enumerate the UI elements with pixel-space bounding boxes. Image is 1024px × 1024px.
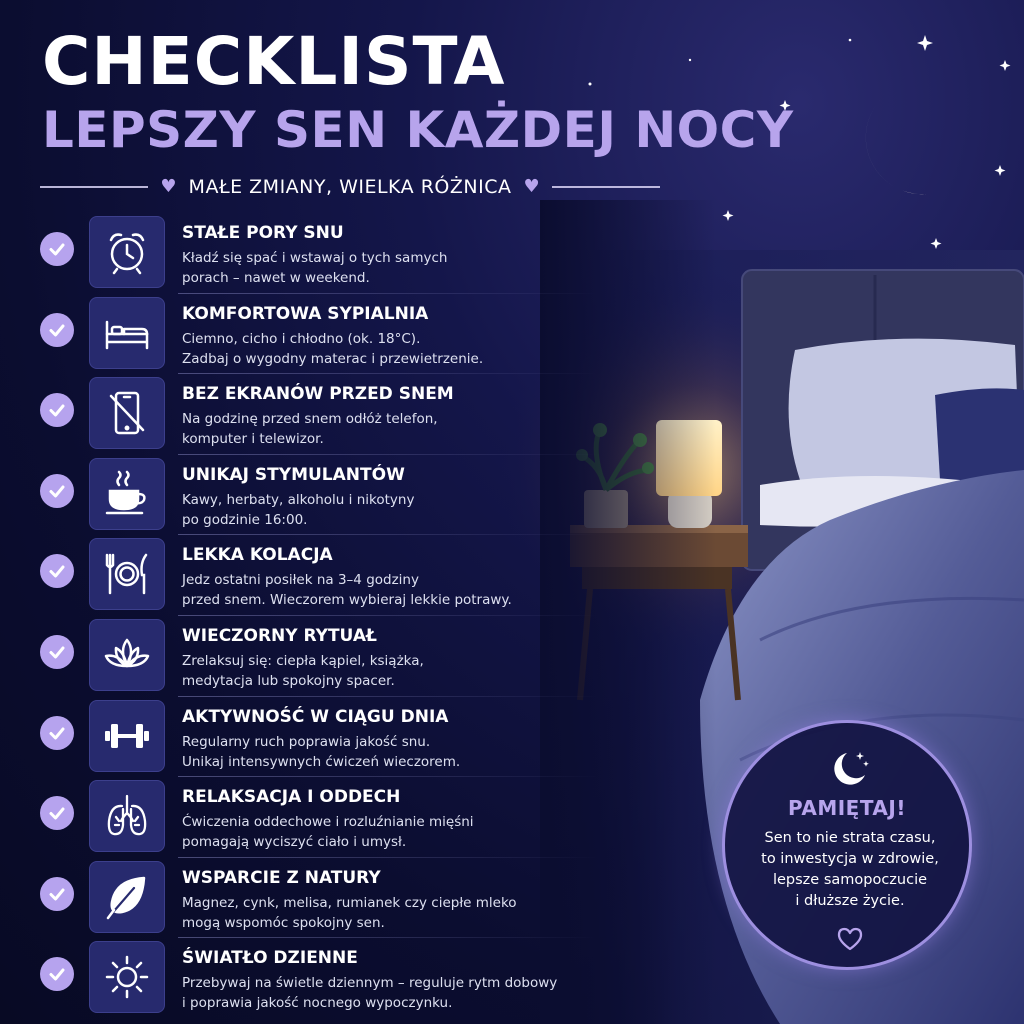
check-icon	[40, 474, 74, 508]
item-description: Na godzinę przed snem odłóż telefon, komputer i telewizor.	[182, 411, 438, 448]
item-description: Zrelaksuj się: ciepła kąpiel, książka, medytacja lub spokojny spacer.	[182, 652, 424, 689]
list-item	[38, 616, 598, 697]
item-title: WIECZORNY RYTUAŁ	[182, 625, 377, 646]
item-description: Jedz ostatni posiłek na 3–4 godziny przed snem. Wieczorem wybieraj lekkie potrawy.	[182, 572, 512, 609]
divider-left	[40, 186, 148, 188]
check-icon	[40, 957, 74, 991]
divider-right	[552, 186, 660, 188]
page-title: CHECKLISTA	[42, 23, 506, 100]
list-item	[38, 213, 598, 294]
item-title: KOMFORTOWA SYPIALNIA	[182, 303, 429, 324]
check-icon	[40, 313, 74, 347]
list-item	[38, 858, 598, 939]
check-icon	[40, 796, 74, 830]
list-item	[38, 697, 598, 778]
check-icon	[40, 393, 74, 427]
heart-outline-icon	[836, 926, 864, 952]
list-item	[38, 777, 598, 858]
item-description: Kawy, herbaty, alkoholu i nikotyny po godzinie 16:00.	[182, 491, 415, 528]
item-description: Ćwiczenia oddechowe i rozluźnianie mięśni pomagają wyciszyć ciało i umysł.	[182, 814, 474, 851]
reminder-text: Sen to nie strata czasu, to inwestycja w zdrowie, lepsze samopoczucie i dłuższe życie.	[761, 830, 939, 909]
bed-icon	[89, 297, 165, 369]
item-title: ŚWIATŁO DZIENNE	[182, 948, 358, 969]
list-item	[38, 938, 598, 1019]
moon-stars-icon	[829, 747, 871, 789]
item-title: WSPARCIE Z NATURY	[182, 867, 381, 888]
item-title: BEZ EKRANÓW PRZED SNEM	[182, 384, 454, 405]
check-icon	[40, 877, 74, 911]
sun-icon	[89, 941, 165, 1013]
item-title: AKTYWNOŚĆ W CIĄGU DNIA	[182, 706, 449, 727]
list-item	[38, 294, 598, 375]
item-description: Kładź się spać i wstawaj o tych samych porach – nawet w weekend.	[182, 250, 448, 286]
leaf-icon	[89, 861, 165, 933]
check-icon	[40, 716, 74, 750]
item-description: Przebywaj na świetle dziennym – reguluje rytm dobowy i poprawia jakość nocnego wypoczynku.	[182, 975, 558, 1012]
item-description: Regularny ruch poprawia jakość snu. Unikaj intensywnych ćwiczeń wieczorem.	[182, 733, 461, 770]
tagline-row	[40, 172, 660, 202]
check-icon	[40, 232, 74, 266]
list-item	[38, 374, 598, 455]
plate-cutlery-icon	[89, 538, 165, 610]
item-title: LEKKA KOLACJA	[182, 545, 333, 566]
lungs-icon	[89, 780, 165, 852]
item-title: RELAKSACJA I ODDECH	[182, 787, 401, 808]
check-icon	[40, 554, 74, 588]
item-title: UNIKAJ STYMULANTÓW	[182, 464, 405, 485]
alarm-clock-icon	[89, 216, 165, 288]
page-subtitle: LEPSZY SEN KAŻDEJ NOCY	[42, 101, 794, 159]
lotus-icon	[89, 619, 165, 691]
item-title: STAŁE PORY SNU	[182, 223, 344, 243]
coffee-cup-icon	[89, 458, 165, 530]
reminder-title: PAMIĘTAJ!	[788, 796, 906, 820]
heart-icon: ♥	[160, 176, 177, 197]
tagline: MAŁE ZMIANY, WIELKA RÓŻNICA	[188, 176, 512, 198]
reminder-badge	[722, 720, 972, 970]
checklist	[38, 213, 598, 1019]
heart-icon: ♥	[523, 176, 540, 197]
dumbbell-icon	[89, 700, 165, 772]
item-description: Magnez, cynk, melisa, rumianek czy ciepłe mleko mogą wspomóc spokojny sen.	[182, 894, 517, 931]
item-description: Ciemno, cicho i chłodno (ok. 18°C). Zadbaj o wygodny materac i przewietrzenie.	[182, 330, 484, 367]
no-phone-icon	[89, 377, 165, 449]
list-item	[38, 535, 598, 616]
check-icon	[40, 635, 74, 669]
list-item	[38, 455, 598, 536]
